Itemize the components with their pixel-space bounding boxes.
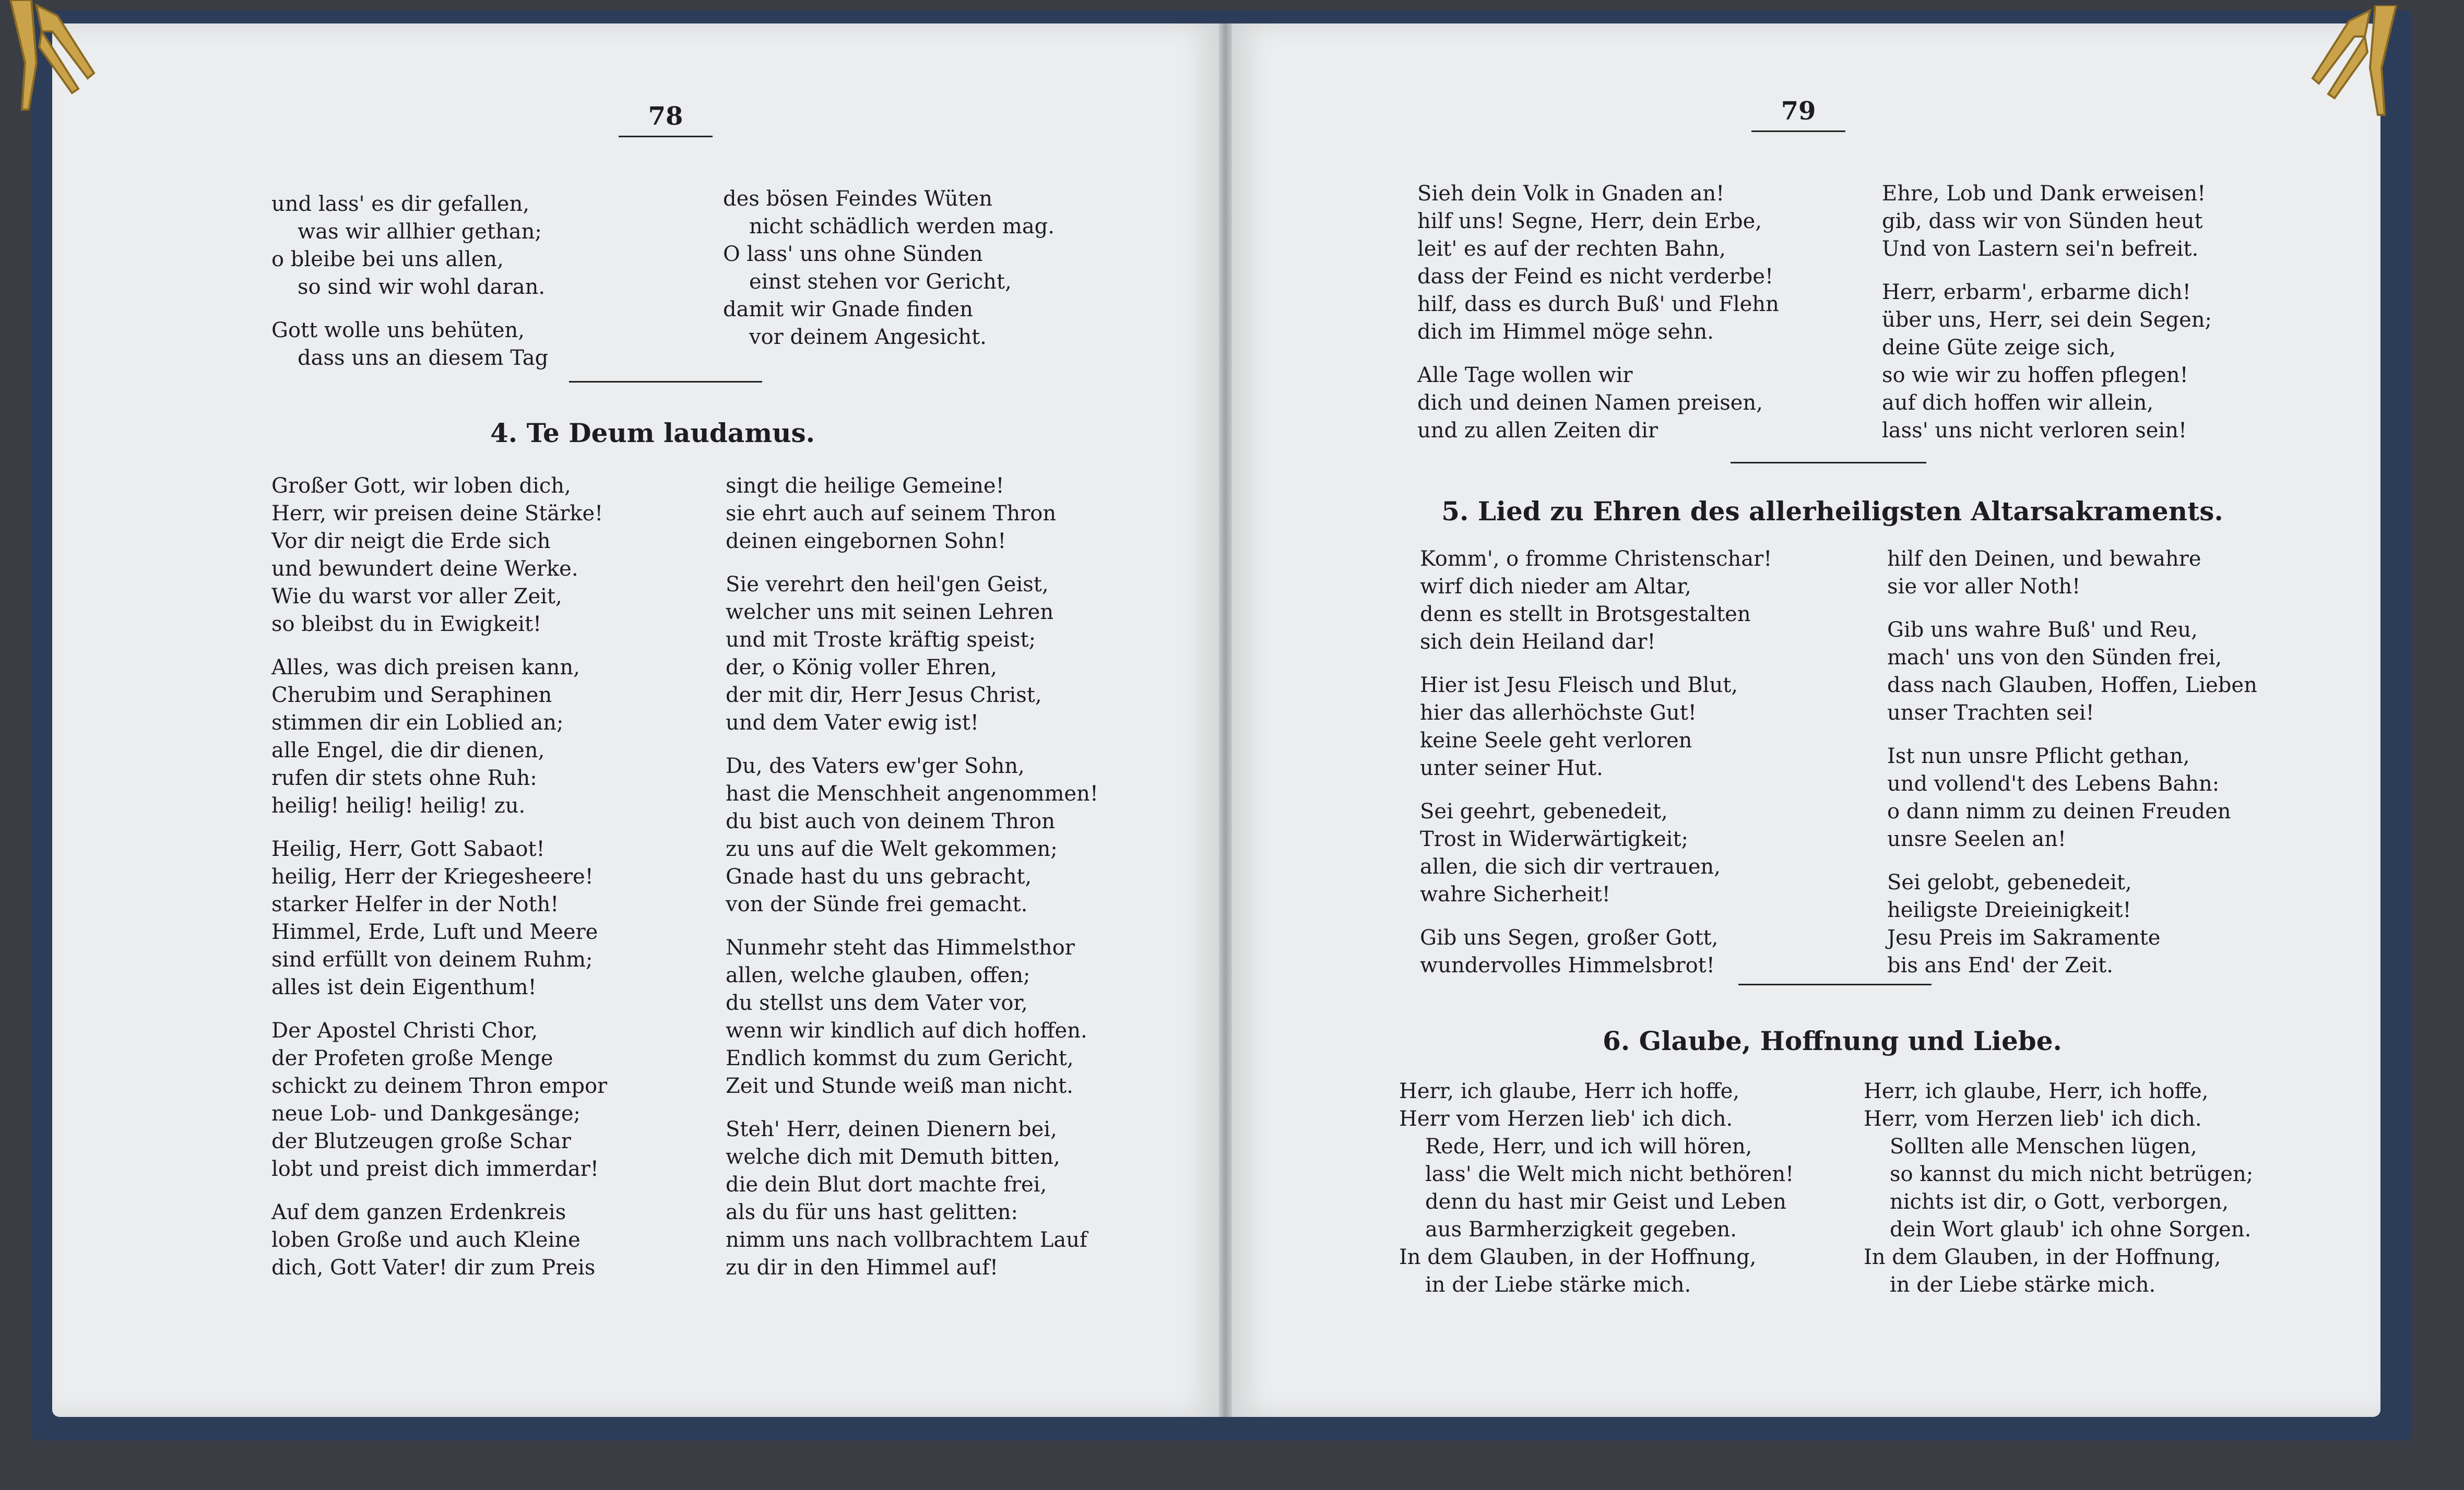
verse-line: auf dich hoffen wir allein, [1882, 391, 2154, 415]
verse-line: Der Apostel Christi Chor, [271, 1019, 538, 1043]
verse-line: Steh' Herr, deinen Dienern bei, [726, 1117, 1057, 1141]
verse-line: wahre Sicherheit! [1420, 883, 1610, 907]
verse-line: In dem Glauben, in der Hoffnung, [1864, 1245, 2221, 1269]
verse-line: und lass' es dir gefallen, [271, 192, 530, 216]
brass-page-holder-right-icon [2307, 5, 2407, 120]
verse-line: Herr, ich glaube, Herr ich hoffe, [1399, 1079, 1740, 1103]
verse-line: Herr, ich glaube, Herr, ich hoffe, [1864, 1079, 2209, 1103]
verse-line: zu dir in den Himmel auf! [726, 1256, 999, 1280]
verse-line: dich im Himmel möge sehn. [1417, 320, 1714, 344]
verse-line: unser Trachten sei! [1887, 701, 2094, 725]
verse-line: Ist nun unsre Pflicht gethan, [1887, 744, 2190, 768]
te-deum-right-column [726, 472, 1098, 1297]
verse-line: lass' uns nicht verloren sein! [1882, 419, 2187, 443]
right-top-right-column [1882, 180, 2212, 460]
verse-line: Sei geehrt, gebenedeit, [1420, 800, 1668, 824]
verse-line: Gott wolle uns behüten, [271, 318, 525, 342]
verse-line: und bewundert deine Werke. [271, 557, 578, 581]
verse-line: in der Liebe stärke mich. [1890, 1273, 2156, 1297]
verse-line: und dem Vater ewig ist! [726, 711, 979, 735]
stanza [1420, 672, 1772, 782]
verse-line: Endlich kommst du zum Gericht, [726, 1046, 1074, 1070]
stanza [271, 654, 607, 820]
verse-line: nicht schädlich werden mag. [749, 214, 1055, 239]
verse-line: wenn wir kindlich auf dich hoffen. [726, 1019, 1087, 1043]
verse-line: denn du hast mir Geist und Leben [1425, 1190, 1786, 1214]
verse-line: loben Große und auch Kleine [271, 1228, 581, 1252]
verse-line: Cherubim und Seraphinen [271, 683, 552, 707]
verse-line: Großer Gott, wir loben dich, [271, 474, 571, 498]
verse-line: singt die heilige Gemeine! [726, 474, 1004, 498]
glaube-right-column [1864, 1078, 2253, 1315]
verse-line: dass uns an diesem Tag [298, 346, 549, 370]
verse-line: Sollten alle Menschen lügen, [1890, 1135, 2197, 1159]
verse-line: du bist auch von deinem Thron [726, 809, 1055, 833]
stanza [1420, 798, 1772, 909]
verse-line: sich dein Heiland dar! [1420, 630, 1656, 654]
book-gutter [1219, 23, 1232, 1417]
verse-line: so wie wir zu hoffen pflegen! [1882, 363, 2188, 387]
stanza [726, 934, 1098, 1100]
verse-line: Heilig, Herr, Gott Sabaot! [271, 837, 545, 861]
verse-line: du stellst uns dem Vater vor, [726, 991, 1028, 1015]
verse-line: Hier ist Jesu Fleisch und Blut, [1420, 673, 1738, 697]
verse-line: denn es stellt in Brotsgestalten [1420, 602, 1751, 626]
verse-line: heiligste Dreieinigkeit! [1887, 898, 2131, 922]
verse-line: Du, des Vaters ew'ger Sohn, [726, 754, 1025, 778]
verse-line: O lass' uns ohne Sünden [723, 242, 983, 266]
verse-line: so sind wir wohl daran. [298, 275, 546, 299]
verse-line: als du für uns hast gelitten: [726, 1200, 1018, 1224]
left-page [52, 23, 1219, 1417]
verse-line: der, o König voller Ehren, [726, 655, 997, 680]
verse-line: sind erfüllt von deinem Ruhm; [271, 948, 593, 972]
section-divider [1731, 462, 1926, 463]
verse-line: Herr, erbarm', erbarme dich! [1882, 280, 2191, 304]
verse-line: die dein Blut dort machte frei, [726, 1173, 1047, 1197]
brass-page-holder-left-icon [0, 0, 99, 115]
verse-line: wirf dich nieder am Altar, [1420, 575, 1691, 599]
verse-line: alle Engel, die dir dienen, [271, 738, 545, 762]
te-deum-left-column [271, 472, 607, 1297]
verse-line: so bleibst du in Ewigkeit! [271, 612, 542, 636]
verse-line: einst stehen vor Gericht, [749, 270, 1012, 294]
verse-line: dass der Feind es nicht verderbe! [1417, 265, 1774, 289]
verse-line: sie ehrt auch auf seinem Thron [726, 502, 1057, 526]
page-number-right: 79 [1746, 97, 1851, 126]
verse-line: hilf uns! Segne, Herr, dein Erbe, [1417, 209, 1762, 233]
verse-line: heilig! heilig! heilig! zu. [271, 794, 526, 818]
verse-line: Auf dem ganzen Erdenkreis [271, 1200, 566, 1224]
hymn-heading-altarsakrament: 5. Lied zu Ehren des allerheiligsten Altarsakraments. [1441, 496, 2223, 527]
verse-line: hast die Menschheit angenommen! [726, 782, 1098, 806]
verse-line: Sieh dein Volk in Gnaden an! [1417, 182, 1725, 206]
stanza [1417, 362, 1779, 445]
hymn-heading-te-deum: 4. Te Deum laudamus. [490, 418, 815, 448]
verse-line: o dann nimm zu deinen Freuden [1887, 800, 2231, 824]
right-top-left-column [1417, 180, 1779, 460]
stanza [723, 185, 1055, 351]
verse-line: Herr, vom Herzen lieb' ich dich. [1864, 1107, 2202, 1131]
verse-line: Ehre, Lob und Dank erweisen! [1882, 182, 2206, 206]
verse-line: deine Güte zeige sich, [1882, 336, 2116, 360]
verse-line: in der Liebe stärke mich. [1425, 1273, 1691, 1297]
verse-line: nichts ist dir, o Gott, verborgen, [1890, 1190, 2229, 1214]
verse-line: In dem Glauben, in der Hoffnung, [1399, 1245, 1757, 1269]
verse-line: Jesu Preis im Sakramente [1887, 926, 2161, 950]
verse-line: Wie du warst vor aller Zeit, [271, 585, 562, 609]
verse-line: dich und deinen Namen preisen, [1417, 391, 1763, 415]
verse-line: Sie verehrt den heil'gen Geist, [726, 573, 1049, 597]
verse-line: wundervolles Himmelsbrot! [1420, 953, 1715, 978]
verse-line: zu uns auf die Welt gekommen; [726, 837, 1058, 861]
verse-line: hilf, dass es durch Buß' und Flehn [1417, 292, 1779, 316]
verse-line: dass nach Glauben, Hoffen, Lieben [1887, 673, 2257, 697]
verse-line: der mit dir, Herr Jesus Christ, [726, 683, 1042, 707]
verse-line: der Blutzeugen große Schar [271, 1129, 571, 1153]
verse-line: Gib uns wahre Buß' und Reu, [1887, 618, 2198, 642]
section-divider [1738, 984, 1932, 985]
stanza [1882, 180, 2212, 263]
verse-line: aus Barmherzigkeit gegeben. [1425, 1218, 1737, 1242]
verse-line: Herr, wir preisen deine Stärke! [271, 502, 603, 526]
verse-line: Nunmehr steht das Himmelsthor [726, 936, 1075, 960]
verse-line: stimmen dir ein Loblied an; [271, 711, 564, 735]
verse-line: bis ans End' der Zeit. [1887, 953, 2113, 978]
stanza [726, 571, 1098, 737]
verse-line: vor deinem Angesicht. [749, 325, 987, 349]
stanza [1887, 545, 2257, 601]
stanza [271, 317, 548, 372]
left-top-right-column [723, 185, 1055, 367]
verse-line: Und von Lastern sei'n befreit. [1882, 237, 2199, 261]
stanza [1420, 924, 1772, 980]
verse-line: starker Helfer in der Noth! [271, 892, 559, 916]
stanza [1887, 616, 2257, 727]
verse-line: gib, dass wir von Sünden heut [1882, 209, 2203, 233]
verse-line: dein Wort glaub' ich ohne Sorgen. [1890, 1218, 2252, 1242]
verse-line: rufen dir stets ohne Ruh: [271, 766, 537, 790]
stanza [271, 836, 607, 1002]
verse-line: o bleibe bei uns allen, [271, 247, 504, 271]
verse-line: allen, welche glauben, offen; [726, 963, 1030, 987]
hymn-heading-glaube-hoffnung-liebe: 6. Glaube, Hoffnung und Liebe. [1603, 1026, 2062, 1056]
verse-line: lass' die Welt mich nicht bethören! [1425, 1162, 1794, 1186]
glaube-left-column [1399, 1078, 1794, 1315]
verse-line: des bösen Feindes Wüten [723, 187, 992, 211]
verse-line: Zeit und Stunde weiß man nicht. [726, 1074, 1073, 1098]
stanza [1887, 743, 2257, 853]
page-number-left: 78 [613, 102, 718, 131]
verse-line: neue Lob- und Dankgesänge; [271, 1102, 581, 1126]
verse-line: damit wir Gnade finden [723, 297, 973, 321]
verse-line: heilig, Herr der Kriegesheere! [271, 865, 594, 889]
verse-line: hier das allerhöchste Gut! [1420, 701, 1697, 725]
stanza [1864, 1078, 2253, 1299]
verse-line: und zu allen Zeiten dir [1417, 419, 1658, 443]
verse-line: hilf den Deinen, und bewahre [1887, 547, 2201, 571]
stanza [726, 1116, 1098, 1282]
verse-line: von der Sünde frei gemacht. [726, 892, 1028, 916]
verse-line: der Profeten große Menge [271, 1046, 553, 1070]
verse-line: dich, Gott Vater! dir zum Preis [271, 1256, 596, 1280]
altarsakrament-right-column [1887, 545, 2257, 995]
verse-line: unter seiner Hut. [1420, 756, 1603, 780]
verse-line: Sei gelobt, gebenedeit, [1887, 871, 2132, 895]
verse-line: nimm uns nach vollbrachtem Lauf [726, 1228, 1087, 1252]
verse-line: und mit Troste kräftig speist; [726, 628, 1036, 652]
verse-line: welcher uns mit seinen Lehren [726, 600, 1054, 624]
right-page [1232, 23, 2380, 1417]
stanza [271, 190, 548, 301]
stanza [271, 1017, 607, 1183]
verse-line: Trost in Widerwärtigkeit; [1420, 827, 1689, 851]
left-top-left-column [271, 190, 548, 388]
verse-line: Komm', o fromme Christenschar! [1420, 547, 1772, 571]
verse-line: sie vor aller Noth! [1887, 575, 2081, 599]
verse-line: schickt zu deinem Thron empor [271, 1074, 608, 1098]
verse-line: Alles, was dich preisen kann, [271, 655, 580, 680]
verse-line: Vor dir neigt die Erde sich [271, 529, 551, 553]
stanza [1882, 279, 2212, 445]
verse-line: so kannst du mich nicht betrügen; [1890, 1162, 2254, 1186]
verse-line: keine Seele geht verloren [1420, 729, 1692, 753]
verse-line: was wir allhier gethan; [298, 220, 542, 244]
stanza [726, 472, 1098, 555]
verse-line: welche dich mit Demuth bitten, [726, 1145, 1060, 1169]
verse-line: unsre Seelen an! [1887, 827, 2066, 851]
verse-line: deinen eingebornen Sohn! [726, 529, 1006, 553]
verse-line: Alle Tage wollen wir [1417, 363, 1633, 387]
verse-line: Himmel, Erde, Luft und Meere [271, 920, 598, 944]
stanza [1420, 545, 1772, 656]
stanza [271, 472, 607, 638]
stanza [1417, 180, 1779, 346]
verse-line: Rede, Herr, und ich will hören, [1425, 1135, 1752, 1159]
verse-line: allen, die sich dir vertrauen, [1420, 855, 1721, 879]
verse-line: Gnade hast du uns gebracht, [726, 865, 1032, 889]
verse-line: leit' es auf der rechten Bahn, [1417, 237, 1726, 261]
stanza [1887, 869, 2257, 980]
stanza [726, 753, 1098, 919]
verse-line: mach' uns von den Sünden frei, [1887, 646, 2222, 670]
verse-line: über uns, Herr, sei dein Segen; [1882, 308, 2212, 332]
verse-line: lobt und preist dich immerdar! [271, 1157, 599, 1181]
stanza [271, 1199, 607, 1282]
verse-line: alles ist dein Eigenthum! [271, 975, 537, 999]
section-divider [569, 381, 762, 383]
verse-line: und vollend't des Lebens Bahn: [1887, 772, 2220, 796]
stanza [1399, 1078, 1794, 1299]
altarsakrament-left-column [1420, 545, 1772, 995]
verse-line: Gib uns Segen, großer Gott, [1420, 926, 1719, 950]
verse-line: Herr vom Herzen lieb' ich dich. [1399, 1107, 1733, 1131]
